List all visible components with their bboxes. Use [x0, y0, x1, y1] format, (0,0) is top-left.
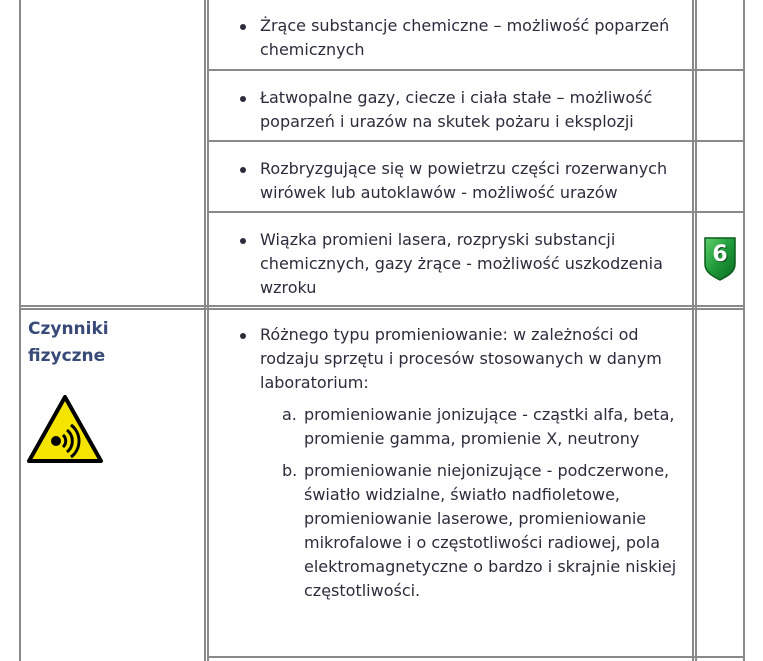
table-border [743, 0, 745, 661]
table-border [19, 305, 745, 307]
section-title-line: fizyczne [28, 346, 106, 366]
table-border [692, 0, 694, 661]
table-border [19, 308, 745, 310]
list-marker: a. [282, 405, 297, 424]
section-intro-text: Różnego typu promieniowanie: w zależności od rodzaju sprzętu i procesów stosowanych w danym laboratorium: [260, 325, 662, 392]
table-row [238, 157, 686, 205]
list-marker: b. [282, 461, 298, 480]
list-item [282, 403, 686, 451]
section-title-line: Czynniki [28, 319, 109, 339]
badge-number: 6 [712, 242, 728, 267]
section-title [28, 316, 109, 370]
table-border [204, 0, 206, 661]
hazard-item: Żrące substancje chemiczne – możliwość poparzeń chemicznych [238, 14, 686, 62]
table-row [238, 228, 686, 300]
radiation-warning-icon [26, 394, 104, 464]
hazard-item: Łatwopalne gazy, ciecze i ciała stałe – możliwość poparzeń i urazów na skutek pożaru i eksplozji [238, 86, 686, 134]
list-item [282, 459, 686, 603]
hazard-item: Rozbryzgujące się w powietrzu części rozerwanych wirówek lub autoklawów - możliwość urazów [238, 157, 686, 205]
table-border [207, 140, 745, 142]
table-border [207, 69, 745, 71]
list-item-text: promieniowanie jonizujące - cząstki alfa, beta, promienie gamma, promienie X, neutrony [304, 405, 675, 448]
section-intro [238, 323, 686, 603]
hazard-item: Wiązka promieni lasera, rozpryski substancji chemicznych, gazy żrące - możliwość uszkodzenia wzroku [238, 228, 686, 300]
table-border [207, 656, 745, 658]
table-border [695, 0, 697, 661]
number-badge-icon [702, 236, 738, 281]
table-row [238, 14, 686, 62]
table-border [207, 0, 209, 661]
table-row [238, 86, 686, 134]
table-border [19, 0, 21, 661]
section-content [238, 323, 686, 611]
table-border [207, 211, 745, 213]
list-item-text: promieniowanie niejonizujące - podczerwone, światło widzialne, światło nadfioletowe, promieniowanie laserowe, promieniowanie mikrofalowe i o częstotliwości radiowej, pola elektromagnetyczne o bardzo i skrajnie niskiej częstotliwości. [304, 461, 677, 600]
